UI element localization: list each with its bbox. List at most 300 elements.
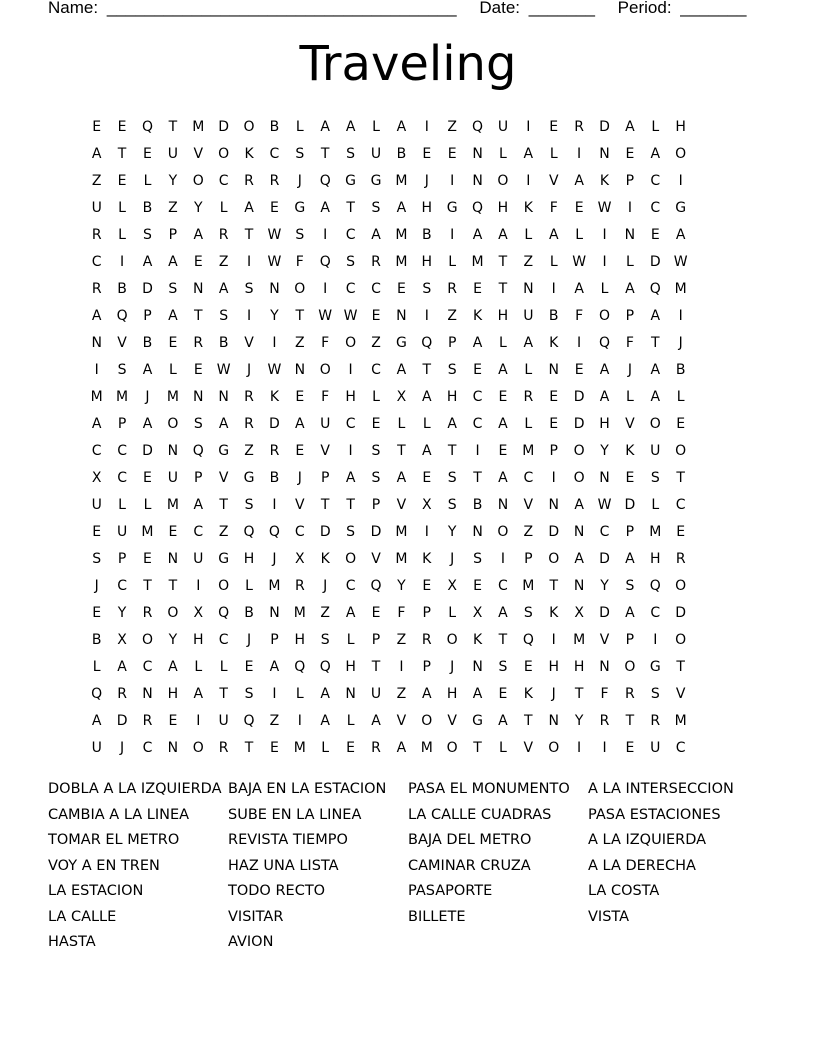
grid-letter[interactable]: B (269, 118, 280, 135)
grid-letter[interactable]: I (678, 307, 683, 324)
period-blank[interactable]: _______ (680, 0, 747, 17)
grid-letter[interactable]: S (92, 550, 102, 567)
grid-letter[interactable]: J (120, 739, 125, 756)
grid-letter[interactable]: Y (574, 712, 584, 729)
grid-letter[interactable]: F (295, 253, 304, 270)
grid-letter[interactable]: P (320, 469, 330, 486)
grid-letter[interactable]: S (219, 307, 229, 324)
grid-letter[interactable]: I (424, 118, 429, 135)
grid-letter[interactable]: L (499, 334, 507, 351)
grid-letter[interactable]: V (193, 145, 204, 162)
grid-letter[interactable]: K (472, 307, 483, 324)
grid-letter[interactable]: I (577, 145, 582, 162)
grid-letter[interactable]: Z (295, 334, 305, 351)
grid-letter[interactable]: U (167, 469, 178, 486)
grid-letter[interactable]: S (244, 496, 254, 513)
grid-letter[interactable]: N (497, 496, 509, 513)
grid-letter[interactable]: M (395, 523, 408, 540)
grid-letter[interactable]: F (575, 307, 584, 324)
grid-letter[interactable]: A (447, 415, 457, 432)
grid-letter[interactable]: H (243, 550, 255, 567)
grid-letter[interactable]: I (602, 226, 607, 243)
grid-letter[interactable]: A (625, 604, 635, 621)
grid-letter[interactable]: T (651, 334, 660, 351)
grid-letter[interactable]: O (675, 577, 687, 594)
grid-letter[interactable]: L (219, 658, 228, 675)
grid-letter[interactable]: O (218, 577, 230, 594)
grid-letter[interactable]: D (649, 253, 661, 270)
grid-letter[interactable]: I (424, 307, 429, 324)
grid-letter[interactable]: R (447, 280, 458, 297)
grid-letter[interactable]: M (674, 280, 687, 297)
grid-letter[interactable]: R (574, 118, 584, 135)
grid-letter[interactable]: S (168, 280, 178, 297)
grid-letter[interactable]: A (396, 739, 407, 756)
grid-letter[interactable]: C (599, 523, 610, 540)
grid-letter[interactable]: A (472, 685, 483, 702)
grid-letter[interactable]: T (498, 631, 508, 648)
grid-letter[interactable]: A (320, 199, 330, 216)
grid-letter[interactable]: A (345, 118, 356, 135)
grid-letter[interactable]: A (168, 307, 178, 324)
grid-letter[interactable]: U (91, 496, 102, 513)
grid-letter[interactable]: L (651, 118, 660, 135)
grid-letter[interactable]: Y (600, 442, 609, 459)
grid-letter[interactable]: P (625, 523, 635, 540)
grid-letter[interactable]: I (120, 253, 125, 270)
grid-letter[interactable]: T (219, 496, 228, 513)
grid-letter[interactable]: P (117, 415, 127, 432)
grid-letter[interactable]: I (272, 496, 277, 513)
grid-letter[interactable]: I (551, 280, 556, 297)
grid-letter[interactable]: B (421, 226, 432, 243)
grid-letter[interactable]: A (269, 658, 280, 675)
grid-letter[interactable]: A (472, 226, 483, 243)
grid-letter[interactable]: V (244, 334, 254, 351)
grid-letter[interactable]: E (473, 280, 482, 297)
grid-letter[interactable]: E (498, 442, 508, 459)
grid-letter[interactable]: Z (523, 253, 534, 270)
grid-letter[interactable]: V (371, 550, 381, 567)
grid-letter[interactable]: L (397, 415, 406, 432)
grid-letter[interactable]: T (244, 739, 254, 756)
grid-letter[interactable]: A (371, 712, 381, 729)
grid-letter[interactable]: S (447, 361, 457, 378)
grid-letter[interactable]: A (295, 415, 305, 432)
grid-letter[interactable]: S (371, 442, 381, 459)
grid-letter[interactable]: O (624, 658, 636, 675)
grid-letter[interactable]: K (422, 550, 432, 567)
grid-letter[interactable]: Z (218, 523, 229, 540)
grid-letter[interactable]: T (168, 577, 178, 594)
grid-letter[interactable]: P (549, 442, 558, 459)
grid-letter[interactable]: K (599, 172, 610, 189)
grid-letter[interactable]: A (91, 307, 102, 324)
grid-letter[interactable]: J (246, 361, 252, 378)
grid-letter[interactable]: J (323, 577, 328, 594)
grid-letter[interactable]: C (91, 442, 102, 459)
grid-letter[interactable]: S (447, 496, 457, 513)
grid-letter[interactable]: S (320, 631, 330, 648)
grid-letter[interactable]: N (548, 361, 559, 378)
grid-letter[interactable]: H (446, 388, 458, 405)
grid-letter[interactable]: W (267, 226, 282, 243)
word-search-grid[interactable] (84, 113, 693, 761)
grid-letter[interactable]: F (600, 685, 609, 702)
grid-letter[interactable]: L (194, 658, 203, 675)
grid-letter[interactable]: S (447, 469, 457, 486)
grid-letter[interactable]: A (574, 550, 584, 567)
grid-letter[interactable]: B (396, 145, 407, 162)
grid-letter[interactable]: A (523, 334, 534, 351)
grid-letter[interactable]: D (269, 415, 280, 432)
grid-letter[interactable]: D (116, 712, 128, 729)
grid-letter[interactable]: R (269, 172, 280, 189)
grid-letter[interactable]: Y (193, 199, 203, 216)
grid-letter[interactable]: P (524, 550, 533, 567)
grid-letter[interactable]: T (346, 199, 355, 216)
name-blank[interactable]: _____________________________________ (106, 0, 457, 17)
grid-letter[interactable]: E (346, 739, 356, 756)
grid-letter[interactable]: P (168, 226, 178, 243)
grid-letter[interactable]: A (320, 712, 330, 729)
grid-letter[interactable]: O (167, 604, 179, 621)
grid-letter[interactable]: W (572, 253, 587, 270)
grid-letter[interactable]: L (245, 577, 253, 594)
grid-letter[interactable]: J (424, 172, 429, 189)
grid-letter[interactable]: I (526, 118, 531, 135)
grid-letter[interactable]: U (650, 442, 661, 459)
grid-letter[interactable]: X (117, 631, 127, 648)
grid-letter[interactable]: O (243, 118, 255, 135)
grid-letter[interactable]: O (573, 442, 585, 459)
grid-letter[interactable]: Q (472, 118, 484, 135)
grid-letter[interactable]: U (523, 307, 534, 324)
grid-letter[interactable]: L (295, 685, 304, 702)
grid-letter[interactable]: O (548, 550, 560, 567)
grid-letter[interactable]: A (345, 604, 356, 621)
grid-letter[interactable]: H (345, 658, 356, 675)
grid-letter[interactable]: N (472, 172, 483, 189)
grid-letter[interactable]: O (421, 712, 433, 729)
grid-letter[interactable]: A (574, 496, 584, 513)
grid-letter[interactable]: S (346, 253, 356, 270)
grid-letter[interactable]: O (497, 523, 509, 540)
grid-letter[interactable]: R (142, 604, 153, 621)
grid-letter[interactable]: Z (447, 307, 457, 324)
grid-letter[interactable]: N (142, 685, 153, 702)
grid-letter[interactable]: G (395, 334, 407, 351)
grid-letter[interactable]: K (472, 631, 483, 648)
grid-letter[interactable]: T (371, 658, 381, 675)
grid-letter[interactable]: I (348, 442, 353, 459)
grid-letter[interactable]: A (193, 226, 204, 243)
grid-letter[interactable]: G (218, 550, 230, 567)
date-blank[interactable]: _______ (528, 0, 595, 17)
grid-letter[interactable]: A (599, 388, 610, 405)
grid-letter[interactable]: C (371, 361, 381, 378)
grid-letter[interactable]: X (421, 496, 432, 513)
grid-letter[interactable]: B (142, 334, 153, 351)
grid-letter[interactable]: C (523, 469, 534, 486)
grid-letter[interactable]: O (675, 442, 687, 459)
grid-letter[interactable]: T (117, 145, 127, 162)
grid-letter[interactable]: A (193, 496, 204, 513)
grid-letter[interactable]: A (396, 361, 407, 378)
grid-letter[interactable]: C (117, 469, 127, 486)
grid-letter[interactable]: N (548, 712, 559, 729)
grid-letter[interactable]: A (396, 199, 407, 216)
grid-letter[interactable]: E (270, 199, 279, 216)
grid-letter[interactable]: O (141, 631, 153, 648)
grid-letter[interactable]: G (446, 199, 458, 216)
grid-letter[interactable]: T (422, 361, 432, 378)
grid-letter[interactable]: S (625, 577, 635, 594)
grid-letter[interactable]: L (143, 496, 152, 513)
grid-letter[interactable]: W (597, 199, 612, 216)
grid-letter[interactable]: E (143, 145, 152, 162)
grid-letter[interactable]: B (91, 631, 102, 648)
grid-letter[interactable]: U (218, 712, 229, 729)
grid-letter[interactable]: A (498, 469, 508, 486)
grid-letter[interactable]: P (270, 631, 279, 648)
grid-letter[interactable]: Z (447, 118, 457, 135)
grid-letter[interactable]: A (472, 334, 483, 351)
grid-letter[interactable]: K (244, 145, 254, 162)
grid-letter[interactable]: W (267, 253, 282, 270)
grid-letter[interactable]: N (218, 388, 229, 405)
grid-letter[interactable]: H (650, 550, 661, 567)
grid-letter[interactable]: I (297, 712, 302, 729)
grid-letter[interactable]: M (293, 604, 306, 621)
grid-letter[interactable]: A (650, 388, 661, 405)
grid-letter[interactable]: E (650, 226, 660, 243)
grid-letter[interactable]: M (522, 577, 535, 594)
grid-letter[interactable]: E (92, 604, 102, 621)
grid-letter[interactable]: L (549, 145, 558, 162)
grid-letter[interactable]: I (196, 577, 201, 594)
grid-letter[interactable]: O (497, 172, 509, 189)
grid-letter[interactable]: I (526, 172, 531, 189)
grid-letter[interactable]: J (297, 172, 302, 189)
grid-letter[interactable]: O (192, 172, 204, 189)
grid-letter[interactable]: E (422, 577, 432, 594)
grid-letter[interactable]: R (91, 280, 102, 297)
grid-letter[interactable]: C (650, 172, 661, 189)
grid-letter[interactable]: E (371, 415, 381, 432)
grid-letter[interactable]: L (118, 199, 126, 216)
grid-letter[interactable]: U (91, 739, 102, 756)
grid-letter[interactable]: T (574, 685, 584, 702)
grid-letter[interactable]: L (118, 496, 126, 513)
grid-letter[interactable]: J (94, 577, 99, 594)
grid-letter[interactable]: E (371, 307, 381, 324)
grid-letter[interactable]: A (244, 199, 254, 216)
grid-letter[interactable]: L (168, 361, 177, 378)
grid-letter[interactable]: E (193, 361, 203, 378)
grid-letter[interactable]: M (420, 739, 433, 756)
grid-letter[interactable]: D (218, 118, 230, 135)
grid-letter[interactable]: W (318, 307, 333, 324)
grid-letter[interactable]: Z (269, 712, 280, 729)
grid-letter[interactable]: Q (91, 685, 103, 702)
grid-letter[interactable]: T (320, 145, 330, 162)
grid-letter[interactable]: Q (598, 334, 611, 351)
grid-letter[interactable]: E (92, 118, 102, 135)
grid-letter[interactable]: I (424, 523, 429, 540)
grid-letter[interactable]: I (323, 226, 328, 243)
grid-letter[interactable]: N (472, 145, 483, 162)
grid-letter[interactable]: T (244, 226, 254, 243)
grid-letter[interactable]: N (193, 388, 204, 405)
grid-letter[interactable]: C (142, 658, 153, 675)
grid-letter[interactable]: M (395, 226, 408, 243)
grid-letter[interactable]: W (343, 307, 358, 324)
grid-letter[interactable]: E (422, 145, 432, 162)
grid-letter[interactable]: C (218, 172, 229, 189)
grid-letter[interactable]: C (472, 415, 483, 432)
grid-letter[interactable]: A (625, 280, 635, 297)
grid-letter[interactable]: X (396, 388, 407, 405)
grid-letter[interactable]: Q (370, 577, 382, 594)
grid-letter[interactable]: J (246, 631, 252, 648)
grid-letter[interactable]: C (472, 388, 483, 405)
grid-letter[interactable]: E (193, 253, 203, 270)
grid-letter[interactable]: L (524, 415, 533, 432)
grid-letter[interactable]: T (397, 442, 406, 459)
grid-letter[interactable]: U (650, 739, 661, 756)
grid-letter[interactable]: N (624, 226, 636, 243)
grid-letter[interactable]: H (497, 307, 509, 324)
grid-letter[interactable]: A (168, 253, 178, 270)
grid-letter[interactable]: E (549, 388, 559, 405)
grid-letter[interactable]: Q (141, 118, 153, 135)
grid-letter[interactable]: T (320, 496, 330, 513)
grid-letter[interactable]: D (573, 388, 585, 405)
grid-letter[interactable]: K (320, 550, 330, 567)
grid-letter[interactable]: B (548, 307, 559, 324)
grid-letter[interactable]: M (674, 712, 687, 729)
grid-letter[interactable]: M (141, 523, 154, 540)
grid-letter[interactable]: A (91, 415, 102, 432)
grid-letter[interactable]: L (143, 172, 152, 189)
grid-letter[interactable]: P (143, 307, 152, 324)
grid-letter[interactable]: E (143, 469, 152, 486)
grid-letter[interactable]: M (395, 550, 408, 567)
grid-letter[interactable]: T (498, 280, 508, 297)
grid-letter[interactable]: C (498, 577, 508, 594)
grid-letter[interactable]: C (650, 199, 661, 216)
grid-letter[interactable]: N (573, 577, 585, 594)
grid-letter[interactable]: U (116, 523, 128, 540)
grid-letter[interactable]: L (448, 604, 457, 621)
grid-letter[interactable]: N (193, 280, 204, 297)
grid-letter[interactable]: B (244, 604, 254, 621)
grid-letter[interactable]: E (447, 145, 457, 162)
grid-letter[interactable]: I (577, 334, 582, 351)
grid-letter[interactable]: E (523, 658, 533, 675)
grid-letter[interactable]: H (294, 631, 306, 648)
grid-letter[interactable]: S (371, 469, 381, 486)
grid-letter[interactable]: F (549, 199, 558, 216)
grid-letter[interactable]: Q (472, 199, 484, 216)
grid-letter[interactable]: D (142, 280, 153, 297)
grid-letter[interactable]: Z (218, 253, 229, 270)
grid-letter[interactable]: A (371, 226, 381, 243)
grid-letter[interactable]: I (450, 172, 455, 189)
grid-letter[interactable]: L (346, 631, 355, 648)
grid-letter[interactable]: S (295, 226, 305, 243)
grid-letter[interactable]: D (573, 415, 585, 432)
grid-letter[interactable]: V (396, 712, 407, 729)
grid-letter[interactable]: S (295, 145, 305, 162)
grid-letter[interactable]: Q (218, 604, 230, 621)
grid-letter[interactable]: L (676, 388, 685, 405)
grid-letter[interactable]: E (295, 388, 305, 405)
grid-letter[interactable]: Y (168, 631, 178, 648)
grid-letter[interactable]: R (91, 226, 102, 243)
grid-letter[interactable]: O (649, 415, 661, 432)
grid-letter[interactable]: T (346, 496, 355, 513)
grid-letter[interactable]: J (297, 469, 302, 486)
grid-letter[interactable]: X (574, 604, 584, 621)
grid-letter[interactable]: N (523, 280, 534, 297)
grid-letter[interactable]: N (345, 685, 356, 702)
grid-letter[interactable]: M (471, 253, 484, 270)
grid-letter[interactable]: E (625, 739, 635, 756)
grid-letter[interactable]: A (498, 361, 508, 378)
grid-letter[interactable]: V (218, 469, 229, 486)
grid-letter[interactable]: Y (270, 307, 279, 324)
grid-letter[interactable]: Q (319, 172, 331, 189)
grid-letter[interactable]: J (678, 334, 683, 351)
grid-letter[interactable]: R (244, 172, 254, 189)
grid-letter[interactable]: U (370, 685, 382, 702)
grid-letter[interactable]: R (371, 253, 381, 270)
grid-letter[interactable]: A (91, 145, 102, 162)
grid-letter[interactable]: L (625, 388, 634, 405)
grid-letter[interactable]: A (218, 280, 229, 297)
grid-letter[interactable]: A (625, 118, 635, 135)
grid-letter[interactable]: D (599, 550, 610, 567)
grid-letter[interactable]: L (372, 388, 380, 405)
grid-letter[interactable]: I (246, 253, 252, 270)
grid-letter[interactable]: T (473, 739, 482, 756)
grid-letter[interactable]: C (142, 739, 153, 756)
grid-letter[interactable]: A (142, 415, 153, 432)
grid-letter[interactable]: P (371, 496, 381, 513)
grid-letter[interactable]: A (498, 226, 508, 243)
grid-letter[interactable]: C (193, 523, 204, 540)
grid-letter[interactable]: N (396, 307, 407, 324)
grid-letter[interactable]: N (91, 334, 102, 351)
grid-letter[interactable]: Q (116, 307, 128, 324)
grid-letter[interactable]: E (270, 739, 279, 756)
grid-letter[interactable]: I (323, 280, 328, 297)
grid-letter[interactable]: N (294, 361, 306, 378)
grid-letter[interactable]: A (168, 658, 178, 675)
grid-letter[interactable]: Z (244, 442, 254, 459)
grid-letter[interactable]: N (599, 145, 610, 162)
grid-letter[interactable]: J (627, 361, 632, 378)
grid-letter[interactable]: S (422, 280, 432, 297)
grid-letter[interactable]: P (625, 172, 635, 189)
grid-letter[interactable]: Y (397, 577, 406, 594)
grid-letter[interactable]: M (268, 577, 281, 594)
grid-letter[interactable]: S (650, 469, 660, 486)
grid-letter[interactable]: H (345, 388, 356, 405)
grid-letter[interactable]: B (472, 496, 483, 513)
